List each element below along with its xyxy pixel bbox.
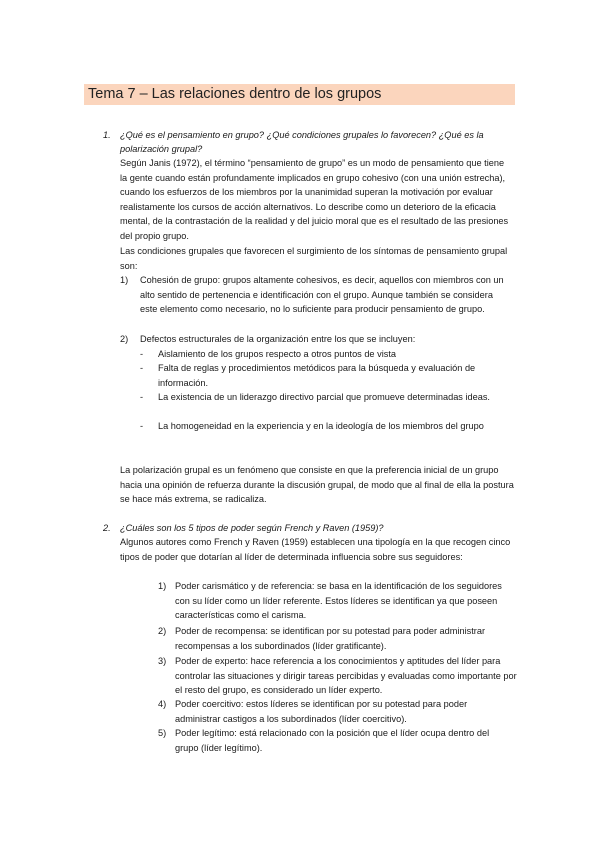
list-marker: 3) [158, 656, 167, 666]
q1-paragraph-1: Según Janis (1972), el término “pensamiento de grupo” es un modo de pensamiento que tiene la gente cuando están profundamente implicados en grupo cohesivo (con una unión estrecha), cuando los esfuerzos de los miembros por la unanimidad superan la motivación por evaluar realistamente los cursos de acción alternativos. Lo describe como un deterioro de la eficacia mental, de la contrastación de la realidad y del juicio moral que es el resultado de las presiones del propio grupo. [120, 158, 509, 241]
list-marker: 5) [158, 728, 167, 738]
sub-item-text: La existencia de un liderazgo directivo parcial que promueve determinadas ideas. [158, 392, 490, 402]
list-marker: 1) [120, 275, 129, 285]
list-marker: 2) [120, 334, 129, 344]
dash-marker: - [140, 392, 144, 402]
list-marker: 1) [158, 581, 167, 591]
list-marker: 2) [158, 626, 167, 636]
page-title: Tema 7 – Las relaciones dentro de los grupos [88, 86, 382, 102]
dash-marker: - [140, 363, 144, 373]
dash-marker: - [140, 421, 144, 431]
list-item-text: Poder de recompensa: se identifican por su potestad para poder administrar recompensas a los subordinados (líder gratificante). [175, 626, 486, 651]
sub-item-text: La homogeneidad en la experiencia y en la ideología de los miembros del grupo [158, 421, 484, 431]
list-item-text: Poder legítimo: está relacionado con la posición que el líder ocupa dentro del grupo (líder legítimo). [175, 728, 490, 753]
list-item-text: Poder de experto: hace referencia a los conocimientos y aptitudes del líder para controlar las situaciones y dirigir tareas percibidas y evaluadas como importante por el resto del grupo, es considerado un líder experto. [175, 656, 517, 696]
question-1-text: ¿Qué es el pensamiento en grupo? ¿Qué condiciones grupales lo favorecen? ¿Qué es la polarización grupal? [120, 130, 484, 154]
question-2-text: ¿Cuáles son los 5 tipos de poder según French y Raven (1959)? [120, 523, 384, 533]
title-bar [84, 84, 515, 105]
q2-paragraph-1: Algunos autores como French y Raven (1959) establecen una tipología en la que recogen cinco tipos de poder que dotarían al líder de determinada influencia sobre sus seguidores: [120, 537, 511, 562]
question-2 [103, 521, 523, 535]
q1-paragraph-3: La polarización grupal es un fenómeno que consiste en que la preferencia inicial de un grupo hacia una opinión de refuerza durante la discusión grupal, de modo que al final de ella la postura se hace más extrema, se radicaliza. [120, 465, 514, 505]
list-item-text: Cohesión de grupo: grupos altamente cohesivos, es decir, aquellos con miembros con un alto sentido de pertenencia e identificación con el grupo. Aunque también se considera este elemento como necesario, no lo suficiente para producir pensamiento de grupo. [140, 275, 504, 315]
dash-marker: - [140, 349, 144, 359]
list-item-text: Defectos estructurales de la organización entre los que se incluyen: [140, 334, 416, 344]
question-1-number: 1. [103, 130, 111, 140]
list-item-text: Poder coercitivo: estos líderes se identifican por su potestad para poder administrar castigos a los subordinados (líder coercitivo). [175, 699, 468, 724]
question-2-number: 2. [103, 523, 111, 533]
q1-paragraph-2: Las condiciones grupales que favorecen el surgimiento de los síntomas de pensamiento grupal son: [120, 246, 508, 271]
question-1 [103, 128, 523, 156]
list-marker: 4) [158, 699, 167, 709]
list-item-text: Poder carismático y de referencia: se basa en la identificación de los seguidores con su líder como un líder referente. Estos líderes se identifican ya que poseen características como el carisma. [175, 581, 502, 621]
sub-item-text: Aislamiento de los grupos respecto a otros puntos de vista [158, 349, 396, 359]
sub-item-text: Falta de reglas y procedimientos metódicos para la búsqueda y evaluación de información. [158, 363, 476, 388]
